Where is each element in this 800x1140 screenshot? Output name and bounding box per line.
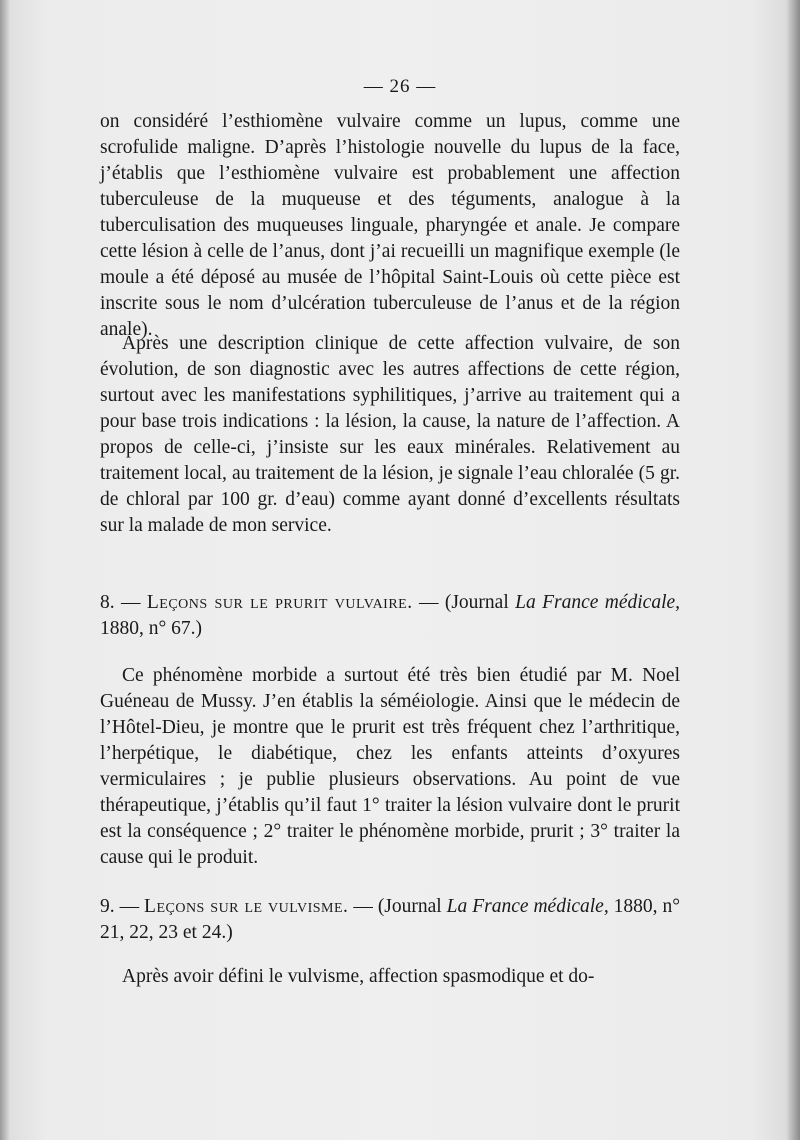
page-edge-left [0,0,10,1140]
section-9-body [100,964,680,990]
page-edge-right [786,0,800,1140]
paragraph-text: Après une description clinique de cette affection vulvaire, de son évolution, de son diagnostic avec les autres affections de cette région, surtout avec les manifestations syphilitiques, j’arrive au traitement qui a pour base trois indications : la lésion, la cause, la nature de l’affection. A propos de celle-ci, j’insiste sur les eaux minérales. Relativement au traitement local, au traitement de la lésion, je signale l’eau chloralée (5 gr. de chloral par 100 gr. d’eau) comme ayant donné d’excellents résultats sur la malade de mon service. [100,333,680,536]
journal-details: 1880, n° 67.) [100,618,203,639]
page-number: — 26 — [363,76,437,97]
journal-details: 1880, n° 21, 22, 23 et 24.) [100,896,681,943]
section-9-heading [100,894,680,946]
journal-prefix: — (Journal [353,896,442,917]
section-8-body [100,663,680,871]
section-title: Leçons sur le vulvisme. [144,896,349,917]
journal-name: La France médicale, [515,592,681,613]
section-8-heading [100,590,680,642]
paragraph-1 [100,109,680,343]
journal-prefix: — (Journal [418,592,509,613]
section-number: 8. — [100,592,141,613]
section-title: Leçons sur le prurit vulvaire. [146,592,413,613]
journal-name: La France médicale, [446,896,609,917]
section-body-text: Après avoir défini le vulvisme, affection spasmodique et do- [122,966,595,987]
section-body-text: Ce phénomène morbide a surtout été très bien étudié par M. Noel Guéneau de Mussy. J’en établis la séméiologie. Ainsi que le médecin de l’Hôtel-Dieu, je montre que le prurit est très fréquent chez l’arthritique, l’herpétique, le diabétique, chez les enfants atteints d’oxyures vermiculaires ; je publie plusieurs observations. Au point de vue thérapeutique, j’établis qu’il faut 1° traiter la lésion vulvaire dont le prurit est la conséquence ; 2° traiter le phénomène morbide, prurit ; 3° traiter la cause qui le produit. [100,665,680,868]
section-number: 9. — [100,896,140,917]
paragraph-2 [100,331,680,539]
paragraph-text: on considéré l’esthiomène vulvaire comme un lupus, comme une scrofulide maligne. D’après l’histologie nouvelle du lupus de la face, j’établis que l’esthiomène vulvaire est probablement une affection tuberculeuse de la muqueuse et des téguments, analogue à la tuberculisation des muqueuses linguale, pharyngée et anale. Je compare cette lésion à celle de l’anus, dont j’ai recueilli un magnifique exemple (le moule a été déposé au musée de l’hôpital Saint-Louis où cette pièce est inscrite sous le nom d’ulcération tuberculeuse de l’anus et de la région anale). [100,111,680,340]
